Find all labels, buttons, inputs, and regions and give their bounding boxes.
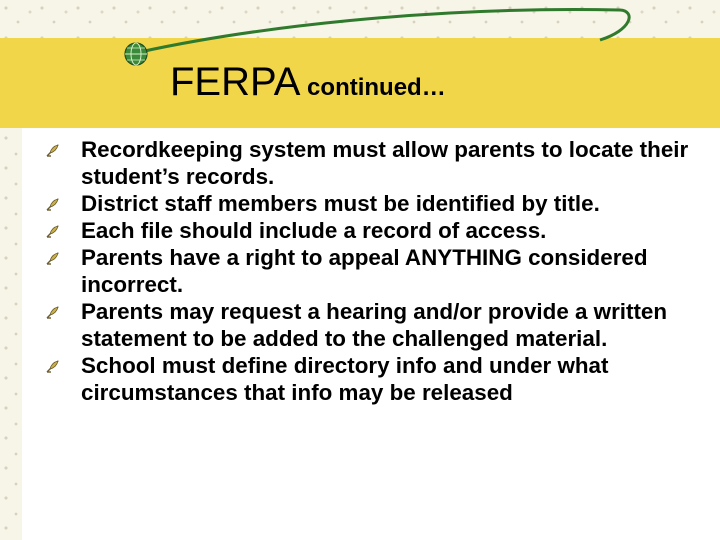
bullet-text: Parents have a right to appeal ANYTHING considered incorrect. bbox=[81, 245, 648, 297]
leaf-bullet-icon bbox=[45, 358, 61, 374]
slide-title-main: FERPA bbox=[170, 60, 301, 104]
list-item bbox=[45, 136, 705, 190]
bullet-text: School must define directory info and under what circumstances that info may be released bbox=[81, 353, 609, 405]
leaf-bullet-icon bbox=[45, 196, 61, 212]
bullet-text: Each file should include a record of access. bbox=[81, 218, 547, 243]
globe-icon bbox=[122, 40, 150, 68]
slide-title bbox=[170, 60, 446, 105]
slide-title-suffix: continued… bbox=[300, 74, 446, 101]
bullet-text: Parents may request a hearing and/or provide a written statement to be added to the challenged material. bbox=[81, 299, 668, 351]
bullet-list bbox=[45, 136, 705, 406]
bullet-text: District staff members must be identified by title. bbox=[81, 191, 600, 216]
leaf-bullet-icon bbox=[45, 223, 61, 239]
swoosh-decoration bbox=[0, 0, 720, 60]
list-item bbox=[45, 244, 705, 298]
leaf-bullet-icon bbox=[45, 304, 61, 320]
bullet-text: Recordkeeping system must allow parents to locate their student’s records. bbox=[81, 137, 689, 189]
list-item bbox=[45, 298, 705, 352]
list-item bbox=[45, 190, 705, 217]
leaf-bullet-icon bbox=[45, 142, 61, 158]
list-item bbox=[45, 352, 705, 406]
leaf-bullet-icon bbox=[45, 250, 61, 266]
list-item bbox=[45, 217, 705, 244]
